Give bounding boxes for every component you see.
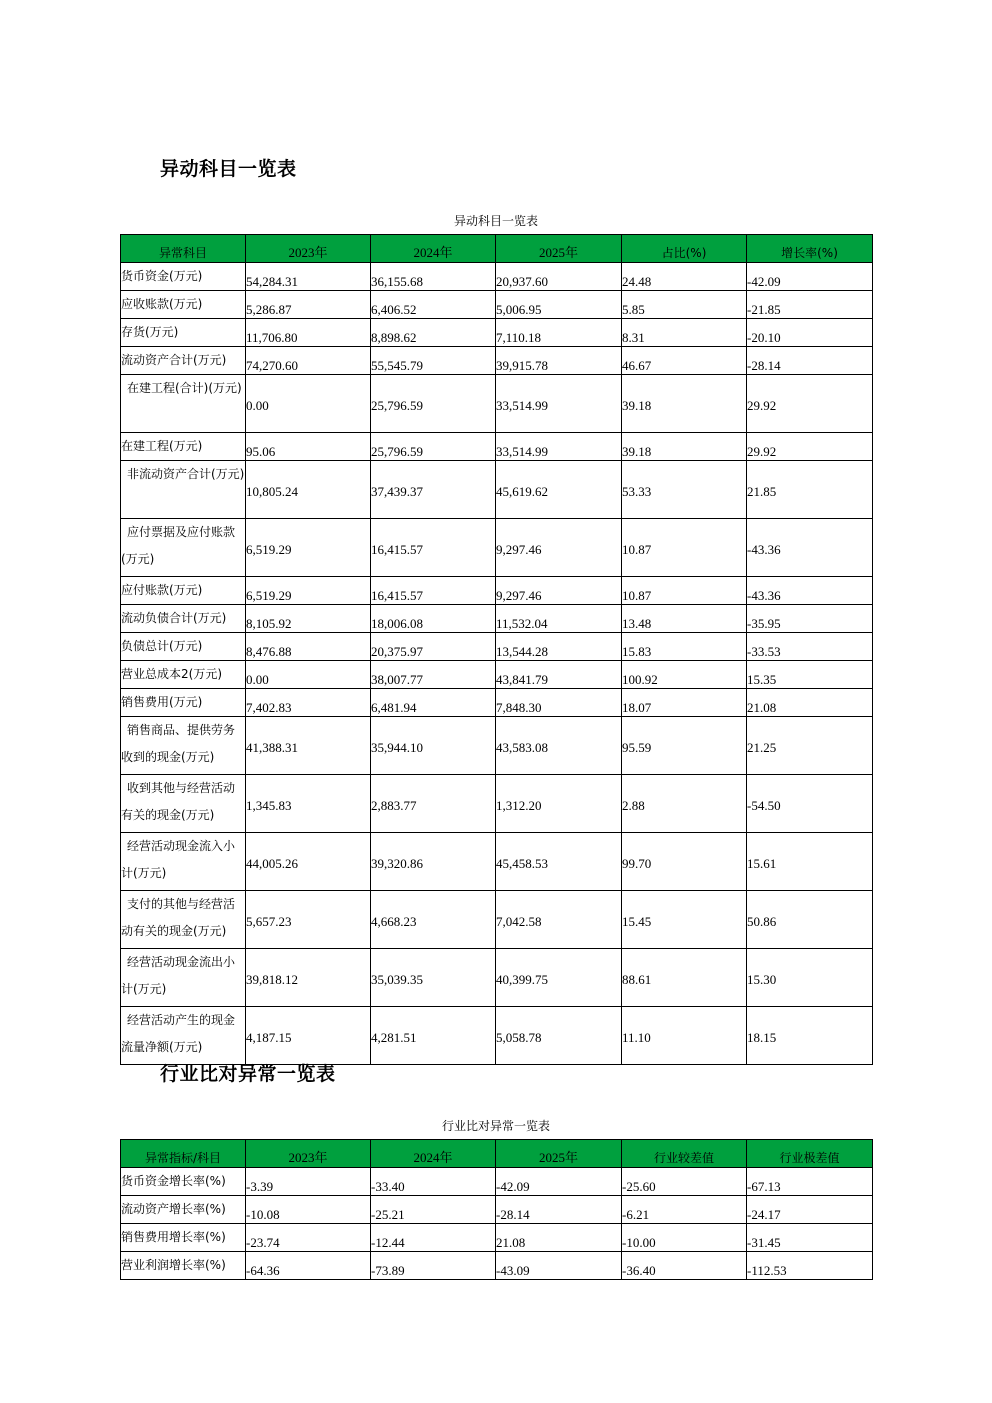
row-label: 销售费用(万元) [121,689,246,717]
table-cell: 39.18 [622,375,747,433]
table-cell: 20,937.60 [496,263,622,291]
row-label: 应收账款(万元) [121,291,246,319]
table-caption-anomaly-accounts: 异动科目一览表 [453,214,538,228]
table-cell: 13.48 [622,605,747,633]
table-cell: 39,915.78 [496,347,622,375]
table-cell: 5,286.87 [246,291,371,319]
table-cell: -42.09 [496,1168,622,1196]
table-row [121,519,873,577]
table-cell: 11,706.80 [246,319,371,347]
table-cell: 100.92 [622,661,747,689]
table-cell: 21.08 [496,1224,622,1252]
row-label: 流动资产合计(万元) [121,347,246,375]
table-cell: -6.21 [622,1196,747,1224]
row-label: 营业利润增长率(%) [121,1252,246,1280]
table-cell: 10.87 [622,577,747,605]
table-cell: 18.07 [622,689,747,717]
table-cell: -67.13 [747,1168,873,1196]
column-header: 2025年 [496,1140,622,1168]
table-cell: -33.53 [747,633,873,661]
table-cell: -28.14 [747,347,873,375]
row-label: 销售商品、提供劳务收到的现金(万元) [121,717,246,775]
row-label: 应付账款(万元) [121,577,246,605]
table-cell: 9,297.46 [496,519,622,577]
table-cell: 43,583.08 [496,717,622,775]
table-cell: 21.25 [747,717,873,775]
table-cell: -43.36 [747,577,873,605]
table-cell: 29.92 [747,433,873,461]
row-label: 货币资金增长率(%) [121,1168,246,1196]
table-cell: 2.88 [622,775,747,833]
table-header-row [121,1140,873,1168]
table-cell: 11.10 [622,1007,747,1065]
table-cell: 4,187.15 [246,1007,371,1065]
table-row [121,461,873,519]
table-row [121,347,873,375]
table-cell: 18,006.08 [371,605,496,633]
table-cell: 10,805.24 [246,461,371,519]
row-label: 经营活动产生的现金流量净额(万元) [121,1007,246,1065]
table-cell: 1,345.83 [246,775,371,833]
table-cell: 15.61 [747,833,873,891]
table-cell: 6,519.29 [246,577,371,605]
table-cell: 1,312.20 [496,775,622,833]
table-row [121,891,873,949]
table-cell: 7,848.30 [496,689,622,717]
table-cell: 54,284.31 [246,263,371,291]
table-caption-industry-comparison: 行业比对异常一览表 [441,1119,550,1133]
table-cell: -73.89 [371,1252,496,1280]
table-cell: -25.60 [622,1168,747,1196]
table-cell: 45,619.62 [496,461,622,519]
table-cell: 13,544.28 [496,633,622,661]
anomaly-accounts-table [120,234,873,1065]
table-cell: 2,883.77 [371,775,496,833]
table-cell: -112.53 [747,1252,873,1280]
table-cell: 7,042.58 [496,891,622,949]
table-cell: 35,039.35 [371,949,496,1007]
table-cell: 18.15 [747,1007,873,1065]
industry-comparison-table [120,1139,873,1280]
table-cell: 7,110.18 [496,319,622,347]
table-cell: 6,406.52 [371,291,496,319]
table-cell: 39,320.86 [371,833,496,891]
section-heading-anomaly-accounts: 异动科目一览表 [160,158,297,180]
table-cell: 45,458.53 [496,833,622,891]
row-label: 经营活动现金流出小计(万元) [121,949,246,1007]
table-cell: -10.00 [622,1224,747,1252]
table-cell: 5,006.95 [496,291,622,319]
column-header: 行业极差值 [747,1140,873,1168]
table-cell: 15.45 [622,891,747,949]
row-label: 收到其他与经营活动有关的现金(万元) [121,775,246,833]
row-label: 存货(万元) [121,319,246,347]
column-header: 占比(%) [622,235,747,263]
table-cell: 10.87 [622,519,747,577]
table-cell: 38,007.77 [371,661,496,689]
table-header-row [121,235,873,263]
table-cell: 33,514.99 [496,375,622,433]
table-cell: 15.83 [622,633,747,661]
table-cell: 53.33 [622,461,747,519]
table-cell: -3.39 [246,1168,371,1196]
table-cell: 74,270.60 [246,347,371,375]
table-cell: 6,519.29 [246,519,371,577]
table-cell: -42.09 [747,263,873,291]
table-cell: 7,402.83 [246,689,371,717]
table-cell: 36,155.68 [371,263,496,291]
table-cell: 46.67 [622,347,747,375]
row-label: 在建工程(万元) [121,433,246,461]
table-cell: 4,668.23 [371,891,496,949]
row-label: 支付的其他与经营活动有关的现金(万元) [121,891,246,949]
table-cell: -36.40 [622,1252,747,1280]
table-cell: 5.85 [622,291,747,319]
table-cell: 16,415.57 [371,519,496,577]
row-label: 销售费用增长率(%) [121,1224,246,1252]
section-heading-industry-comparison: 行业比对异常一览表 [160,1063,336,1085]
table-row [121,291,873,319]
table-cell: 21.85 [747,461,873,519]
table-cell: 39,818.12 [246,949,371,1007]
table-cell: 5,657.23 [246,891,371,949]
table-cell: 24.48 [622,263,747,291]
table-cell: 29.92 [747,375,873,433]
table-cell: 55,545.79 [371,347,496,375]
column-header: 异常指标/科目 [121,1140,246,1168]
table-cell: -35.95 [747,605,873,633]
table-cell: 8.31 [622,319,747,347]
table-cell: 5,058.78 [496,1007,622,1065]
table-cell: 8,898.62 [371,319,496,347]
table-cell: -54.50 [747,775,873,833]
table-cell: 95.59 [622,717,747,775]
table-cell: -21.85 [747,291,873,319]
table-cell: 8,105.92 [246,605,371,633]
table-cell: 8,476.88 [246,633,371,661]
table-row [121,1007,873,1065]
table-cell: 16,415.57 [371,577,496,605]
table-cell: 50.86 [747,891,873,949]
table-row [121,1196,873,1224]
table-cell: 44,005.26 [246,833,371,891]
table-cell: 0.00 [246,375,371,433]
row-label: 应付票据及应付账款(万元) [121,519,246,577]
column-header: 2025年 [496,235,622,263]
table-cell: -43.09 [496,1252,622,1280]
table-cell: 11,532.04 [496,605,622,633]
table-cell: 9,297.46 [496,577,622,605]
table-row [121,833,873,891]
table-cell: -10.08 [246,1196,371,1224]
table-row [121,689,873,717]
table-cell: 99.70 [622,833,747,891]
column-header: 2024年 [371,235,496,263]
row-label: 非流动资产合计(万元) [121,461,246,519]
table-cell: -12.44 [371,1224,496,1252]
row-label: 负债总计(万元) [121,633,246,661]
table-row [121,433,873,461]
table-cell: 35,944.10 [371,717,496,775]
table-row [121,375,873,433]
row-label: 流动负债合计(万元) [121,605,246,633]
table-cell: 15.30 [747,949,873,1007]
table-row [121,775,873,833]
row-label: 营业总成本2(万元) [121,661,246,689]
table-row [121,1252,873,1280]
table-cell: 33,514.99 [496,433,622,461]
table-cell: -25.21 [371,1196,496,1224]
column-header: 异常科目 [121,235,246,263]
column-header: 2023年 [246,1140,371,1168]
row-label: 货币资金(万元) [121,263,246,291]
table-cell: 4,281.51 [371,1007,496,1065]
table-cell: 15.35 [747,661,873,689]
table-cell: 21.08 [747,689,873,717]
table-cell: -20.10 [747,319,873,347]
table-row [121,319,873,347]
table-row [121,1168,873,1196]
table-cell: 25,796.59 [371,375,496,433]
column-header: 行业较差值 [622,1140,747,1168]
table-cell: 41,388.31 [246,717,371,775]
table-cell: 37,439.37 [371,461,496,519]
table-row [121,577,873,605]
column-header: 2023年 [246,235,371,263]
row-label: 经营活动现金流入小计(万元) [121,833,246,891]
table-cell: -31.45 [747,1224,873,1252]
table-cell: -64.36 [246,1252,371,1280]
table-row [121,633,873,661]
table-cell: -28.14 [496,1196,622,1224]
table-row [121,717,873,775]
table-cell: 95.06 [246,433,371,461]
table-row [121,263,873,291]
table-row [121,605,873,633]
table-cell: 39.18 [622,433,747,461]
table-row [121,661,873,689]
table-cell: 6,481.94 [371,689,496,717]
table-row [121,1224,873,1252]
table-cell: 43,841.79 [496,661,622,689]
table-cell: -43.36 [747,519,873,577]
table-cell: -23.74 [246,1224,371,1252]
column-header: 增长率(%) [747,235,873,263]
table-cell: -33.40 [371,1168,496,1196]
table-cell: 20,375.97 [371,633,496,661]
row-label: 在建工程(合计)(万元) [121,375,246,433]
column-header: 2024年 [371,1140,496,1168]
table-cell: -24.17 [747,1196,873,1224]
row-label: 流动资产增长率(%) [121,1196,246,1224]
table-row [121,949,873,1007]
table-cell: 40,399.75 [496,949,622,1007]
table-cell: 25,796.59 [371,433,496,461]
table-cell: 88.61 [622,949,747,1007]
table-cell: 0.00 [246,661,371,689]
